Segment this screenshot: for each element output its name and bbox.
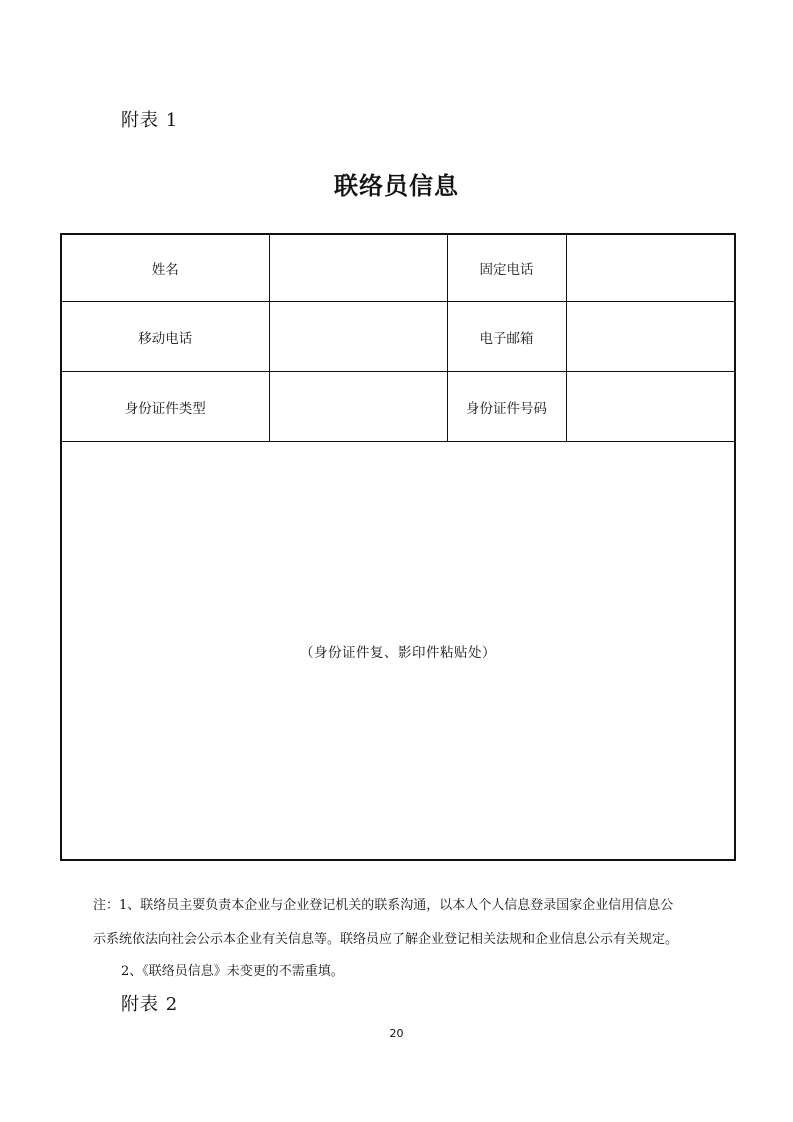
name-label: 姓名 — [61, 234, 269, 302]
id-number-field[interactable] — [566, 372, 735, 442]
note-line-2: 示系统依法向社会公示本企业有关信息等。联络员应了解企业登记相关法规和企业信息公示有关规定。 — [93, 932, 679, 947]
appendix-label-top: 附表 1 — [121, 110, 179, 131]
id-type-field[interactable] — [269, 372, 447, 442]
name-field[interactable] — [269, 234, 447, 302]
note-line-1: 注：1、联络员主要负责本企业与企业登记机关的联系沟通，以本人个人信息登录国家企业信用信息公 — [93, 898, 674, 913]
landline-label: 固定电话 — [447, 234, 566, 302]
mobile-label: 移动电话 — [61, 302, 269, 372]
page-title: 联络员信息 — [334, 172, 459, 200]
table-row — [61, 372, 735, 442]
email-field[interactable] — [566, 302, 735, 372]
id-type-label: 身份证件类型 — [61, 372, 269, 442]
id-copy-paste-area — [61, 442, 735, 861]
page-number: 20 — [389, 1027, 404, 1040]
id-copy-hint: （身份证件复、影印件粘贴处） — [300, 644, 496, 661]
table-row — [61, 234, 735, 302]
id-number-label: 身份证件号码 — [447, 372, 566, 442]
mobile-field[interactable] — [269, 302, 447, 372]
note-line-3: 2、《联络员信息》未变更的不需重填。 — [121, 964, 344, 979]
landline-field[interactable] — [566, 234, 735, 302]
appendix-label-bottom: 附表 2 — [121, 994, 179, 1015]
email-label: 电子邮箱 — [447, 302, 566, 372]
contact-info-table — [60, 233, 736, 861]
table-row — [61, 442, 735, 861]
table-row — [61, 302, 735, 372]
